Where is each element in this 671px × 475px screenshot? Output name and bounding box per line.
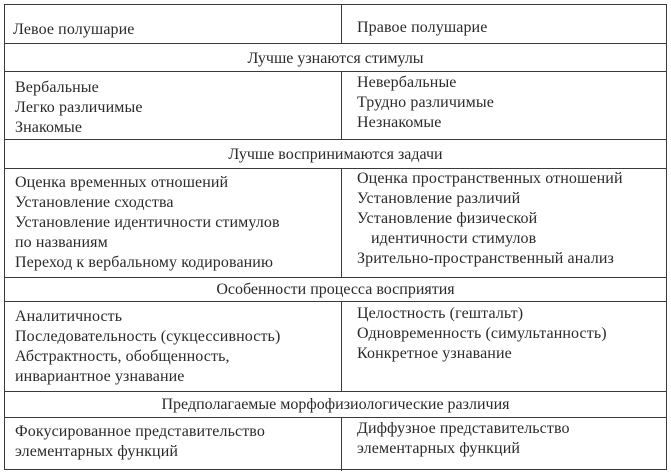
list-item: Невербальные bbox=[357, 74, 457, 91]
list-item: Последовательность (сукцессивность) bbox=[15, 328, 281, 345]
list-item: элементарных функций bbox=[15, 443, 179, 460]
list-item: Оценка пространственных отношений bbox=[357, 170, 623, 187]
section-perception-left bbox=[15, 307, 280, 387]
list-item: Трудно различимые bbox=[357, 94, 494, 111]
list-item: Установление идентичности стимулов bbox=[15, 214, 280, 231]
list-item: Аналитичность bbox=[15, 308, 123, 325]
list-item: Конкретное узнавание bbox=[357, 345, 512, 362]
header-left: Левое полушарие bbox=[13, 21, 135, 38]
divider-morphophysiology bbox=[341, 417, 342, 471]
list-item: Установление различий bbox=[357, 190, 521, 207]
section-tasks-right bbox=[357, 169, 623, 269]
rule bbox=[5, 301, 666, 302]
section-morphophysiology-left bbox=[15, 422, 265, 462]
section-title-perception: Особенности процесса восприятия bbox=[216, 281, 455, 298]
header-right: Правое полушарие bbox=[357, 19, 488, 36]
list-item: Одновременность (симультанность) bbox=[357, 325, 607, 342]
list-item: по названиям bbox=[15, 234, 108, 251]
rule bbox=[5, 391, 666, 392]
list-item: Вербальные bbox=[15, 79, 99, 96]
list-item: Установление физической bbox=[357, 210, 538, 227]
list-item: Установление сходства bbox=[15, 194, 174, 211]
list-item: Знакомые bbox=[15, 119, 83, 136]
list-item: Целостность (гештальт) bbox=[357, 305, 524, 322]
list-item: Зрительно-пространственный анализ bbox=[357, 250, 614, 267]
list-item: Переход к вербальному кодированию bbox=[15, 254, 274, 271]
list-item: Фокусированное представительство bbox=[15, 423, 265, 440]
divider-perception bbox=[341, 301, 342, 391]
rule bbox=[5, 71, 666, 72]
list-item: инвариантное узнавание bbox=[15, 368, 185, 385]
section-stimuli-left bbox=[15, 78, 143, 138]
section-morphophysiology-right bbox=[357, 419, 570, 459]
list-item: Оценка временных отношений bbox=[15, 174, 229, 191]
divider-header bbox=[341, 5, 342, 43]
comparison-table bbox=[4, 4, 667, 470]
list-item: элементарных функций bbox=[357, 440, 521, 457]
divider-tasks bbox=[341, 168, 342, 277]
divider-stimuli bbox=[341, 71, 342, 139]
section-title-stimuli: Лучше узнаются стимулы bbox=[247, 50, 424, 67]
list-item: Легко различимые bbox=[15, 99, 143, 116]
list-item: Незнакомые bbox=[357, 114, 442, 131]
rule bbox=[5, 139, 666, 140]
section-title-morphophysiology: Предполагаемые морфофизиологические различия bbox=[161, 396, 510, 413]
list-item: Абстрактность, обобщенность, bbox=[15, 348, 230, 365]
section-perception-right bbox=[357, 304, 607, 364]
rule bbox=[5, 277, 666, 278]
section-tasks-left bbox=[15, 173, 280, 273]
rule bbox=[5, 417, 666, 418]
list-item: идентичности стимулов bbox=[371, 230, 537, 247]
rule bbox=[5, 43, 666, 44]
list-item: Диффузное представительство bbox=[357, 420, 570, 437]
section-stimuli-right bbox=[357, 73, 494, 133]
section-title-tasks: Лучше воспринимаются задачи bbox=[228, 146, 443, 163]
